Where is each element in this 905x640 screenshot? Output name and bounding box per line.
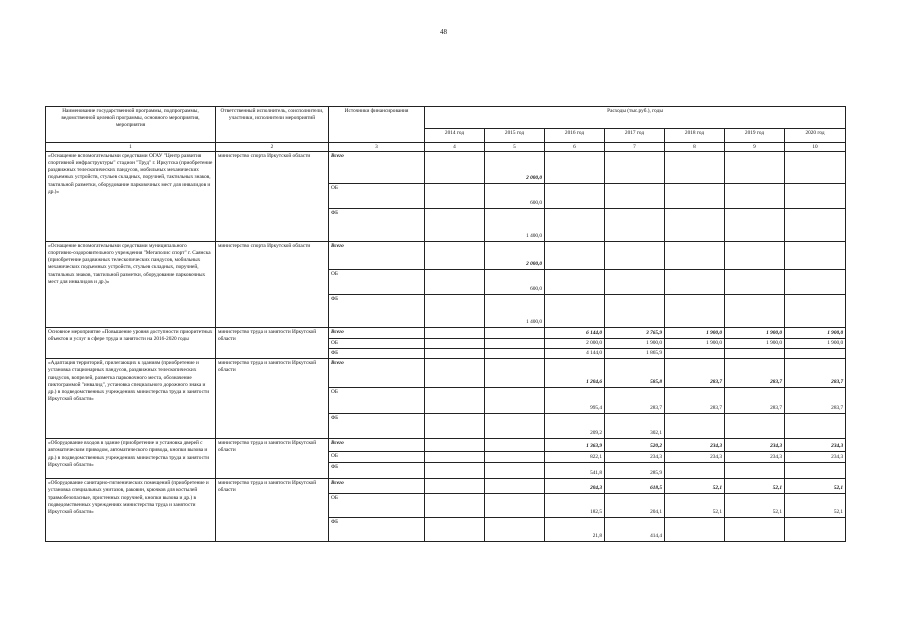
header-expenses: Расходы (тыс.руб.), годы bbox=[425, 107, 846, 129]
amount-cell bbox=[545, 242, 605, 270]
amount-cell: 1 900,0 bbox=[665, 339, 725, 349]
amount-cell: 2 000,0 bbox=[485, 152, 545, 184]
column-number: 9 bbox=[725, 143, 785, 152]
amount-cell: 234,3 bbox=[665, 452, 725, 463]
amount-cell bbox=[425, 452, 485, 463]
amount-cell bbox=[545, 184, 605, 209]
amount-cell bbox=[665, 184, 725, 209]
amount-cell bbox=[785, 184, 846, 209]
executor: министерство спорта Иркутской области bbox=[216, 242, 329, 328]
amount-cell bbox=[425, 349, 485, 359]
amount-cell bbox=[605, 270, 665, 295]
amount-cell: 1 900,0 bbox=[785, 339, 846, 349]
header-year: 2019 год bbox=[725, 129, 785, 143]
amount-cell: 4 144,0 bbox=[545, 349, 605, 359]
amount-cell bbox=[485, 518, 545, 542]
amount-cell bbox=[425, 359, 485, 388]
amount-cell: 234,3 bbox=[725, 439, 785, 452]
amount-cell bbox=[605, 184, 665, 209]
amount-cell: 1 900,0 bbox=[665, 328, 725, 339]
amount-cell bbox=[425, 242, 485, 270]
amount-cell bbox=[545, 152, 605, 184]
header-year: 2018 год bbox=[665, 129, 725, 143]
amount-cell bbox=[725, 184, 785, 209]
column-number: 8 bbox=[665, 143, 725, 152]
amount-cell bbox=[425, 518, 485, 542]
funding-source: ФБ bbox=[329, 463, 425, 479]
funding-source: ФБ bbox=[329, 414, 425, 439]
funding-source: ОБ bbox=[329, 270, 425, 295]
amount-cell: 52,1 bbox=[785, 494, 846, 518]
amount-cell: 6 144,0 bbox=[545, 328, 605, 339]
amount-cell bbox=[485, 339, 545, 349]
amount-cell bbox=[725, 463, 785, 479]
amount-cell: 283,7 bbox=[725, 388, 785, 414]
amount-cell bbox=[725, 270, 785, 295]
amount-cell bbox=[785, 152, 846, 184]
amount-cell bbox=[425, 414, 485, 439]
amount-cell: 52,1 bbox=[665, 494, 725, 518]
amount-cell: 618,5 bbox=[605, 479, 665, 494]
expenses-table bbox=[45, 106, 846, 542]
column-number: 1 bbox=[46, 143, 216, 152]
column-number: 7 bbox=[605, 143, 665, 152]
column-number-row bbox=[46, 143, 846, 152]
amount-cell bbox=[665, 242, 725, 270]
amount-cell bbox=[425, 328, 485, 339]
amount-cell: 234,3 bbox=[665, 439, 725, 452]
funding-source: ОБ bbox=[329, 388, 425, 414]
header-year: 2016 год bbox=[545, 129, 605, 143]
amount-cell: 1 400,0 bbox=[485, 295, 545, 328]
amount-cell bbox=[605, 295, 665, 328]
amount-cell bbox=[425, 463, 485, 479]
funding-source: Всего bbox=[329, 328, 425, 339]
amount-cell: 283,7 bbox=[665, 359, 725, 388]
table-row bbox=[46, 328, 846, 339]
amount-cell: 52,1 bbox=[785, 479, 846, 494]
amount-cell bbox=[485, 349, 545, 359]
funding-source: Всего bbox=[329, 359, 425, 388]
amount-cell: 1 363,9 bbox=[545, 439, 605, 452]
amount-cell: 1 865,9 bbox=[605, 349, 665, 359]
header-executor: Ответственный исполнитель, соисполнители, участники, исполнители мероприятий bbox=[216, 107, 329, 143]
amount-cell: 283,7 bbox=[605, 388, 665, 414]
funding-source: ОБ bbox=[329, 452, 425, 463]
header-year: 2015 год bbox=[485, 129, 545, 143]
amount-cell: 204,3 bbox=[545, 479, 605, 494]
funding-source: ФБ bbox=[329, 349, 425, 359]
amount-cell bbox=[425, 439, 485, 452]
funding-source: ОБ bbox=[329, 184, 425, 209]
amount-cell bbox=[725, 209, 785, 242]
amount-cell: 1 400,0 bbox=[485, 209, 545, 242]
amount-cell: 234,3 bbox=[605, 452, 665, 463]
amount-cell bbox=[485, 452, 545, 463]
amount-cell bbox=[725, 349, 785, 359]
amount-cell bbox=[425, 388, 485, 414]
amount-cell bbox=[425, 295, 485, 328]
amount-cell: 302,1 bbox=[605, 414, 665, 439]
amount-cell bbox=[425, 184, 485, 209]
amount-cell bbox=[665, 209, 725, 242]
funding-source: ОБ bbox=[329, 494, 425, 518]
column-number: 5 bbox=[485, 143, 545, 152]
table-row bbox=[46, 242, 846, 270]
page-number: 48 bbox=[440, 28, 447, 36]
amount-cell bbox=[785, 463, 846, 479]
funding-source: Всего bbox=[329, 479, 425, 494]
amount-cell bbox=[485, 414, 545, 439]
amount-cell: 1 900,0 bbox=[725, 328, 785, 339]
amount-cell bbox=[665, 152, 725, 184]
amount-cell bbox=[425, 339, 485, 349]
amount-cell: 52,1 bbox=[665, 479, 725, 494]
column-number: 2 bbox=[216, 143, 329, 152]
amount-cell bbox=[725, 242, 785, 270]
activity-name: «Оснащение вспомогательными средствами муниципального спортивно-оздоровительного учреждения "Мегаполис спорт" г. Саянска (приобретение раздвижных телескопических пандусов, мобильных механических подъемных устройств, стульев складных, поручней, тактильных знаков, тактильной разметки, оборудование парковочных мест для инвалидов и др.)» bbox=[46, 242, 216, 328]
executor: министерство спорта Иркутской области bbox=[216, 152, 329, 242]
amount-cell: 285,9 bbox=[605, 463, 665, 479]
funding-source: ФБ bbox=[329, 209, 425, 242]
executor: министерство труда и занятости Иркутской области bbox=[216, 439, 329, 479]
amount-cell bbox=[665, 270, 725, 295]
amount-cell: 234,3 bbox=[785, 439, 846, 452]
amount-cell: 600,0 bbox=[485, 270, 545, 295]
amount-cell: 585,8 bbox=[605, 359, 665, 388]
amount-cell: 1 204,6 bbox=[545, 359, 605, 388]
table-body bbox=[46, 152, 846, 542]
amount-cell: 209,2 bbox=[545, 414, 605, 439]
amount-cell bbox=[785, 242, 846, 270]
funding-source: ФБ bbox=[329, 295, 425, 328]
funding-source: Всего bbox=[329, 242, 425, 270]
amount-cell bbox=[605, 209, 665, 242]
amount-cell bbox=[485, 463, 545, 479]
amount-cell: 52,1 bbox=[725, 479, 785, 494]
amount-cell: 520,2 bbox=[605, 439, 665, 452]
amount-cell: 1 900,0 bbox=[725, 339, 785, 349]
amount-cell: 234,3 bbox=[725, 452, 785, 463]
activity-name: «Оборудование входов в здание (приобретение и установка дверей с автоматическим приводом, автоматического привода, кнопки вызова и др.) в подведомственных учреждениях министерства труда и занятости Иркутской области» bbox=[46, 439, 216, 479]
amount-cell: 822,1 bbox=[545, 452, 605, 463]
activity-name: «Оборудование санитарно-гигиенических помещений (приобретение и установка специальных унитазов, раковин, крючков для костылей травмобезопасные, пристенных поручней, кнопки вызова и др.) в подведомственных учреждениях министерства труда и занятости Иркутской области» bbox=[46, 479, 216, 542]
amount-cell bbox=[665, 518, 725, 542]
amount-cell bbox=[425, 479, 485, 494]
amount-cell: 283,7 bbox=[785, 388, 846, 414]
column-number: 10 bbox=[785, 143, 846, 152]
amount-cell bbox=[725, 414, 785, 439]
amount-cell: 1 900,0 bbox=[605, 339, 665, 349]
header-year: 2014 год bbox=[425, 129, 485, 143]
activity-name: Основное мероприятие «Повышение уровня доступности приоритетных объектов и услуг в сфере труда и занятости на 2016-2020 годы bbox=[46, 328, 216, 359]
amount-cell bbox=[545, 295, 605, 328]
amount-cell bbox=[485, 359, 545, 388]
amount-cell bbox=[785, 518, 846, 542]
amount-cell bbox=[725, 295, 785, 328]
table-row bbox=[46, 439, 846, 452]
amount-cell: 21,8 bbox=[545, 518, 605, 542]
amount-cell bbox=[785, 349, 846, 359]
amount-cell bbox=[485, 479, 545, 494]
amount-cell: 2 000,0 bbox=[485, 242, 545, 270]
amount-cell bbox=[665, 463, 725, 479]
activity-name: «Адаптация территорий, прилегающих к зданиям (приобретение и установка стационарных пандусов, раздвижных телескопических пандусов, вопрелей, разметка парковочного места, обозначение пиктограммой "инвалид", установка специального дорожного знака и др.) в подведомственных учреждениях министерства труда и занятости Иркутской области» bbox=[46, 359, 216, 439]
header-year: 2020 год bbox=[785, 129, 846, 143]
amount-cell: 3 765,9 bbox=[605, 328, 665, 339]
amount-cell bbox=[785, 209, 846, 242]
table-row bbox=[46, 359, 846, 388]
amount-cell bbox=[485, 328, 545, 339]
executor: министерство труда и занятости Иркутской области bbox=[216, 479, 329, 542]
amount-cell bbox=[485, 494, 545, 518]
executor: министерство труда и занятости Иркутской области bbox=[216, 328, 329, 359]
column-number: 4 bbox=[425, 143, 485, 152]
amount-cell: 283,7 bbox=[725, 359, 785, 388]
funding-source: Всего bbox=[329, 439, 425, 452]
amount-cell bbox=[425, 494, 485, 518]
activity-name: «Оснащение вспомогательными средствами ОГАУ "Центр развития спортивной инфраструктуры" стадион "Труд" г. Иркутска (приобретение раздвижных телескопических пандусов, мобильных механических подъемных устройств, стульев складных, поручней, тактильных знаков, тактильной разметки, оборудование парковочных мест для инвалидов и др.)» bbox=[46, 152, 216, 242]
amount-cell: 2 000,0 bbox=[545, 339, 605, 349]
amount-cell bbox=[545, 270, 605, 295]
amount-cell bbox=[725, 518, 785, 542]
amount-cell: 600,0 bbox=[485, 184, 545, 209]
amount-cell bbox=[605, 152, 665, 184]
amount-cell: 283,7 bbox=[665, 388, 725, 414]
amount-cell: 52,1 bbox=[725, 494, 785, 518]
funding-source: Всего bbox=[329, 152, 425, 184]
amount-cell: 283,7 bbox=[785, 359, 846, 388]
column-number: 6 bbox=[545, 143, 605, 152]
amount-cell: 204,1 bbox=[605, 494, 665, 518]
amount-cell bbox=[785, 295, 846, 328]
amount-cell bbox=[485, 439, 545, 452]
amount-cell bbox=[785, 270, 846, 295]
amount-cell bbox=[725, 152, 785, 184]
amount-cell: 995,4 bbox=[545, 388, 605, 414]
table-row bbox=[46, 479, 846, 494]
amount-cell: 182,5 bbox=[545, 494, 605, 518]
amount-cell: 414,4 bbox=[605, 518, 665, 542]
header-name: Наименование государственной программы, подпрограммы, ведомственной целевой программы, основного мероприятия, мероприятия bbox=[46, 107, 216, 143]
executor: министерство труда и занятости Иркутской области bbox=[216, 359, 329, 439]
amount-cell bbox=[485, 388, 545, 414]
amount-cell: 541,8 bbox=[545, 463, 605, 479]
funding-source: ОБ bbox=[329, 339, 425, 349]
funding-source: ФБ bbox=[329, 518, 425, 542]
amount-cell bbox=[665, 414, 725, 439]
amount-cell bbox=[425, 270, 485, 295]
amount-cell bbox=[785, 414, 846, 439]
amount-cell: 234,3 bbox=[785, 452, 846, 463]
header-year: 2017 год bbox=[605, 129, 665, 143]
amount-cell bbox=[425, 209, 485, 242]
amount-cell bbox=[545, 209, 605, 242]
table-row bbox=[46, 152, 846, 184]
header-source: Источники финансирования bbox=[329, 107, 425, 143]
amount-cell bbox=[665, 349, 725, 359]
amount-cell bbox=[425, 152, 485, 184]
amount-cell bbox=[665, 295, 725, 328]
amount-cell bbox=[605, 242, 665, 270]
amount-cell: 1 900,0 bbox=[785, 328, 846, 339]
column-number: 3 bbox=[329, 143, 425, 152]
